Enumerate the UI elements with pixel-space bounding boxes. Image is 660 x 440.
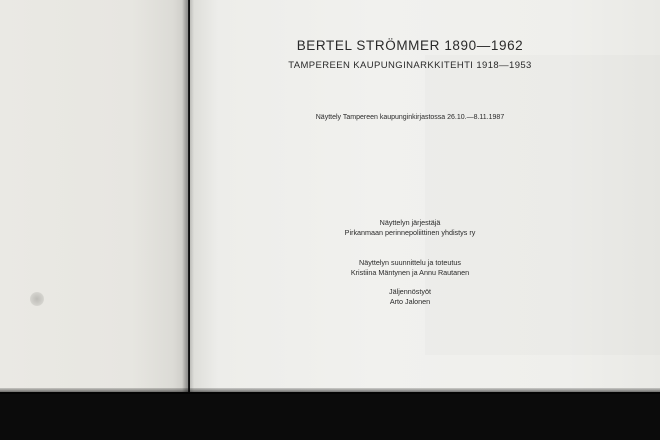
left-page (0, 0, 188, 392)
book-gutter (182, 0, 194, 392)
credit-value: Pirkanmaan perinnepoliittinen yhdistys ry (344, 228, 476, 237)
credit-label: Näyttelyn suunnittelu ja toteutus (359, 258, 461, 267)
credit-value: Kristiina Mäntynen ja Annu Rautanen (350, 268, 470, 277)
paper-spot (30, 292, 44, 306)
credit-design (190, 258, 630, 278)
credit-reproductions (190, 287, 630, 307)
credit-value: Arto Jalonen (389, 297, 431, 306)
document-subtitle: TAMPEREEN KAUPUNGINARKKITEHTI 1918—1953 (288, 60, 532, 71)
document-title: BERTEL STRÖMMER 1890—1962 (296, 38, 524, 53)
page-bottom-shadow (0, 388, 660, 394)
credit-label: Näyttelyn järjestäjä (379, 218, 441, 227)
right-page (190, 0, 660, 392)
exhibition-note: Näyttely Tampereen kaupunginkirjastossa 26.10.—8.11.1987 (315, 114, 505, 121)
paper-show-through (425, 55, 660, 355)
credit-organizer (190, 218, 630, 238)
credit-label: Jäljennöstyöt (389, 287, 431, 296)
